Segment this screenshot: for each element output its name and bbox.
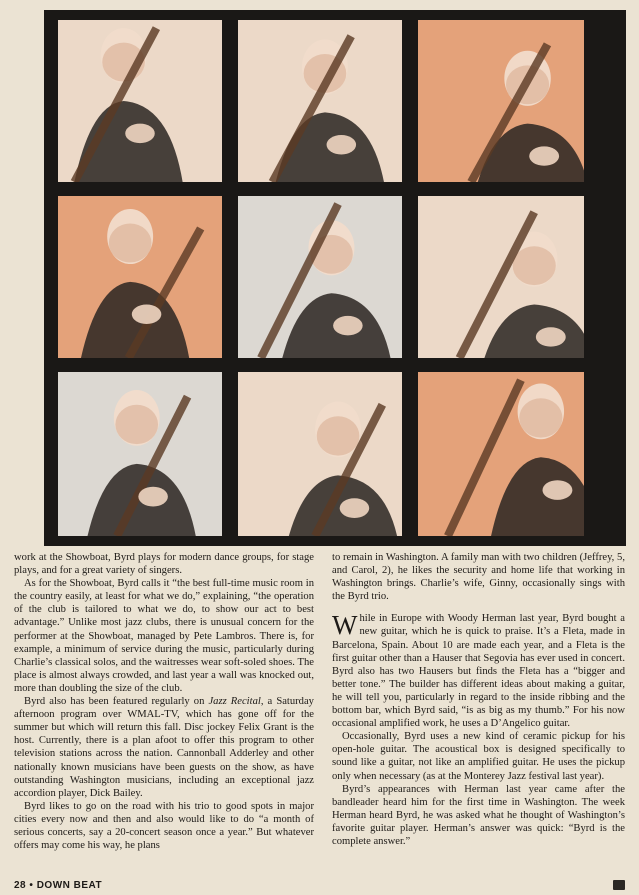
photo-guitarist-frame-2 — [238, 20, 402, 182]
photo-contact-sheet — [44, 10, 626, 546]
photo-guitarist-frame-5 — [238, 196, 402, 358]
article-paragraph: Byrd likes to go on the road with his trio to good spots in major cities every now and then and also would like to do “a month of serious concerts, say a 20-concert season once a year.” But whatever offers may come his way, he plans — [14, 800, 314, 852]
photo-guitarist-frame-3 — [418, 20, 584, 182]
magazine-name: DOWN BEAT — [36, 880, 103, 891]
photo-guitarist-frame-9 — [418, 372, 584, 536]
article-paragraph: Byrd also has been featured regularly on Jazz Recital, a Saturday afternoon program over WMAL-TV, which has gone off for the summer but which will return this fall. Disc jockey Felix Grant is the host. Currently, there is a plan afoot to offer this program to other television stations across the nation. Cannonball Adderley and other nationally known musicians have been guests on the show, as have outstanding Washington musicians, including an exceptional jazz accordion player, Dick Bailey. — [14, 696, 314, 799]
publisher-logo — [613, 880, 625, 890]
photo-guitarist-frame-8 — [238, 372, 402, 536]
article-left-column — [14, 551, 314, 852]
photo-guitarist-frame-6 — [418, 196, 584, 358]
drop-cap: W — [332, 610, 358, 641]
article-right-column — [332, 551, 625, 848]
article-paragraph: Occasionally, Byrd uses a new kind of ceramic pickup for his open-hole guitar. The acoustical box is designed specifically to sound like a guitar, not like an amplified guitar. He uses the pickup only when necessary (as at the Monterey Jazz festival last year). — [332, 731, 625, 782]
article-dropcap-paragraph — [332, 612, 625, 730]
dropcap-paragraph-text: hile in Europe with Woody Herman last year, Byrd bought a new guitar, which he is quick to praise. It’s a Fleta, made in Barcelona, Spain. About 10 are made each year, and a Fleta is the first guitar other than a Hauser that Segovia has ever used in concert. Byrd also has two Hausers but finds the Fleta has a “bigger and better tone.” The builder has different ideas about making a guitar, he will tell you, particularly in regard to the inside ribbing and the bottom bar, which Byrd said, “is as big as my thumb.” For his now occasional amplified work, he uses a D’Angelico guitar. — [332, 613, 625, 730]
photo-guitarist-frame-7 — [58, 372, 222, 536]
article-paragraph: Byrd’s appearances with Herman last year came after the bandleader heard him for the first time in Washington. The week Herman heard Byrd, he was asked what he thought of Washington’s favorite guitar player. Herman’s answer was quick: “Byrd is the complete answer.” — [332, 783, 625, 847]
article-paragraph: work at the Showboat, Byrd plays for modern dance groups, for stage plays, and for a great variety of singers. — [14, 552, 314, 577]
photo-guitarist-frame-4 — [58, 196, 222, 358]
article-paragraph: As for the Showboat, Byrd calls it “the best full-time music room in the country easily, at least for what we do,” explaining, “the operation of the club is tailored to what we do, to show our act to best advantage.” Unlike most jazz clubs, there is unusual concern for the performer at the Showboat, managed by Pete Lambros. There is, for example, a minimum of service during the music, particularly during Charlie’s classical solos, and the waitresses wear soft-soled shoes. The place is almost always crowded, and last year a wall was knocked out, more than doubling the size of the club. — [14, 578, 314, 694]
page-number: 28 — [14, 880, 27, 891]
photo-guitarist-frame-1 — [58, 20, 222, 182]
article-paragraph: to remain in Washington. A family man with two children (Jeffrey, 5, and Carol, 2), he likes the security and home life that working in Washington brings. Charlie’s wife, Ginny, occasionally sings with the Byrd trio. — [332, 552, 625, 603]
footer-bullet: • — [29, 880, 34, 891]
page-footer — [14, 880, 102, 891]
